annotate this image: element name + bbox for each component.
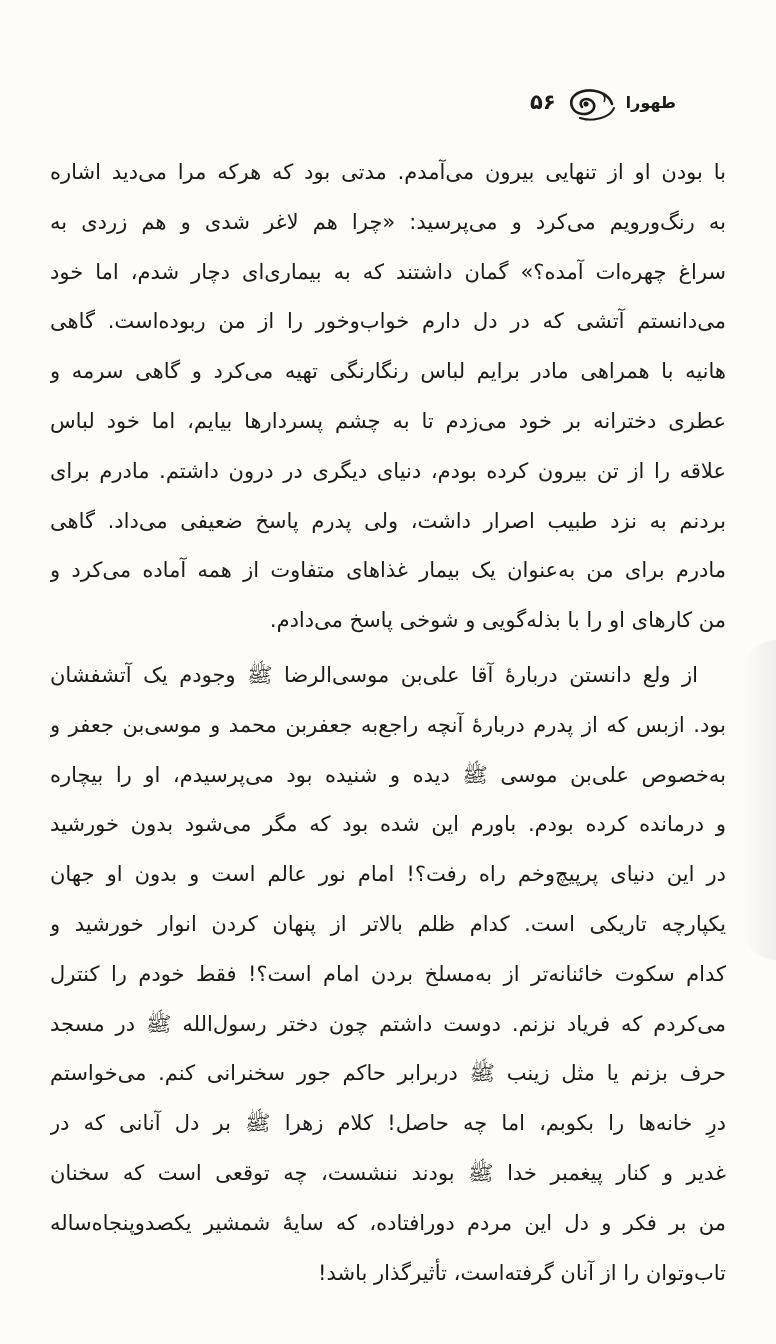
text-line: سراغ چهره‌ات آمده؟» گمان داشتند که به بیماری‌ای دچار شدم، اما خود	[50, 259, 726, 284]
text-line: می‌دانستم آتشی که در دل دارم خواب‌وخور را از من ربوده‌است. گاهی	[50, 309, 726, 334]
swirl-ornament-icon	[564, 82, 618, 122]
text-line: یکپارچه تاریکی است. کدام ظلم بالاتر از پنهان کردن انوار خورشید و	[50, 911, 726, 936]
text-line: درِ خانه‌ها را بکوبم، اما چه حاصل! کلام زهرا ﷺ بر دل آنانی که در	[50, 1111, 726, 1136]
page-edge-shadow	[742, 640, 776, 960]
paragraph-1	[50, 148, 726, 646]
text-line: علاقه را از تن بیرون کرده بودم، دنیای دیگری در درون داشتم. مادرم برای	[50, 458, 726, 483]
text-line: می‌کردم که فریاد نزنم. دوست داشتم چون دختر رسول‌الله ﷺ در مسجد	[50, 1011, 726, 1036]
text-line: من بر فکر و دل این مردم دورافتاده، که سایهٔ شمشیر یکصدوپنجاه‌ساله	[50, 1210, 726, 1235]
text-line: حرف بزنم یا مثل زینب ﷺ دربرابر حاکم جور سخنرانی کنم. می‌خواستم	[50, 1061, 726, 1086]
text-line: مادرم برای من به‌عنوان یک بیمار غذاهای متفاوت از همه آماده می‌کرد و	[50, 558, 726, 583]
page-header	[530, 82, 676, 122]
paragraph-2	[50, 651, 726, 1298]
text-line: در این دنیای پرپیچ‌وخم راه رفت؟! امام نور عالم است و بدون او جهان	[50, 862, 726, 887]
text-line: من کارهای او را با بذله‌گویی و شوخی پاسخ می‌دادم.	[269, 608, 726, 633]
text-line: به رنگ‌ورویم می‌کرد و می‌پرسید: «چرا هم لاغر شدی و هم زردی به	[50, 209, 726, 234]
text-line: از ولع دانستن دربارهٔ آقا علی‌بن موسی‌الرضا ﷺ وجودم یک آتشفشان	[50, 662, 698, 687]
page-number: ۵۶	[530, 90, 556, 114]
text-line: تاب‌وتوان را از آنان گرفته‌است، تأثیرگذار باشد!	[318, 1260, 726, 1285]
body-text	[50, 148, 726, 1298]
text-line: بود. ازبس که از پدرم دربارهٔ آنچه راجع‌به جعفربن محمد و موسی‌بن جعفر و	[50, 712, 726, 737]
text-line: و درمانده کرده بودم. باورم این شده بود که مگر می‌شود بدون خورشید	[50, 812, 726, 837]
text-line: به‌خصوص علی‌بن موسی ﷺ دیده و شنیده بود می‌پرسیدم، او را بیچاره	[50, 762, 726, 787]
text-line: بردنم به نزد طبیب اصرار داشت، ولی پدرم پاسخ ضعیفی می‌داد. گاهی	[50, 508, 726, 533]
text-line: با بودن او از تنهایی بیرون می‌آمدم. مدتی بود که هرکه مرا می‌دید اشاره	[50, 160, 726, 184]
text-line: غدیر و کنار پیغمبر خدا ﷺ بودند ننشست، چه توقعی است که سخنان	[50, 1160, 726, 1185]
book-title: طهورا	[625, 92, 676, 112]
text-line: هانیه با همراهی مادر برایم لباس رنگارنگی تهیه می‌کرد و گاهی سرمه و	[50, 359, 726, 384]
text-line: عطری دخترانه بر خود می‌زدم تا به چشم پسردارها بیایم، اما خود لباس	[50, 408, 726, 433]
text-line: کدام سکوت خائنانه‌تر از به‌مسلخ بردن امام است؟! فقط خودم را کنترل	[50, 961, 726, 986]
